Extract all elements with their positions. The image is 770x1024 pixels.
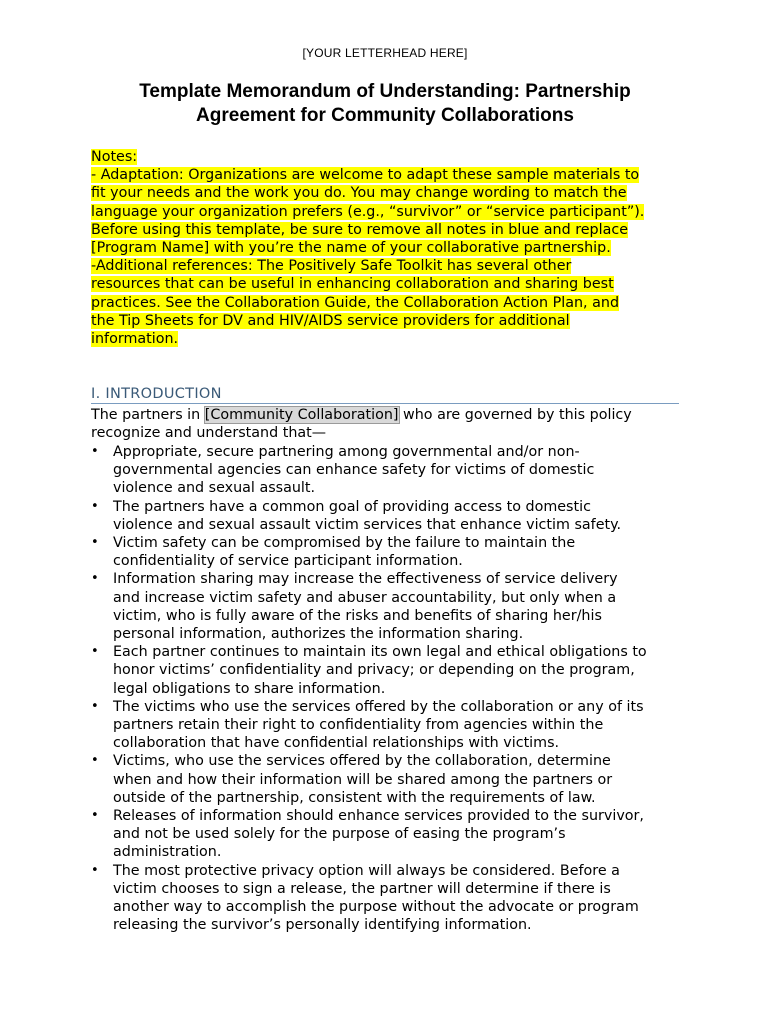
list-item-line: collaboration that have confidential relationships with victims.	[113, 735, 560, 752]
list-item-line: The most protective privacy option will always be considered. Before a	[113, 862, 620, 879]
notes-line: language your organization prefers (e.g., “survivor” or “service participant”).	[91, 203, 645, 220]
list-item-line: Victim safety can be compromised by the failure to maintain the	[113, 535, 576, 552]
bullet-icon: •	[91, 444, 99, 459]
list-item-line: Appropriate, secure partnering among governmental and/or non-	[113, 444, 580, 460]
list-item-line: Victims, who use the services offered by the collaboration, determine	[113, 753, 611, 770]
list-item-line: violence and sexual assault.	[113, 480, 316, 497]
list-item	[91, 570, 691, 643]
letterhead-placeholder: [YOUR LETTERHEAD HERE]	[302, 46, 468, 60]
bullet-icon: •	[91, 644, 99, 660]
notes-line: - Adaptation: Organizations are welcome to adapt these sample materials to	[91, 167, 640, 184]
notes-line: Before using this template, be sure to remove all notes in blue and replace	[91, 221, 629, 238]
list-item-line: governmental agencies can enhance safety for victims of domestic	[113, 462, 595, 479]
list-item-line: The victims who use the services offered by the collaboration or any of its	[113, 698, 644, 715]
list-item-line: partners retain their right to confidentiality from agencies within the	[113, 717, 604, 734]
title-line-2: Agreement for Community Collaborations	[196, 105, 574, 126]
notes-line: [Program Name] with you’re the name of your collaborative partnership.	[91, 240, 611, 257]
list-item-line: releasing the survivor’s personally identifying information.	[113, 917, 532, 934]
intro-prefix: The partners in	[91, 407, 205, 423]
list-item	[91, 643, 691, 698]
list-item-line: administration.	[113, 844, 222, 861]
list-item	[91, 698, 691, 753]
list-item-line: honor victims’ confidentiality and privacy; or depending on the program,	[113, 662, 635, 679]
notes-line: practices. See the Collaboration Guide, the Collaboration Action Plan, and	[91, 294, 620, 311]
collaboration-name-field[interactable]: [Community Collaboration]	[204, 407, 399, 423]
list-item	[91, 443, 691, 498]
notes-line: Notes:	[91, 149, 138, 165]
notes-line: -Additional references: The Positively Safe Toolkit has several other	[91, 258, 572, 275]
intro-suffix: who are governed by this policy	[398, 407, 632, 423]
list-item-line: and not be used solely for the purpose of easing the program’s	[113, 826, 566, 843]
list-item	[91, 862, 691, 935]
list-item-line: legal obligations to share information.	[113, 680, 386, 697]
title-line-1: Template Memorandum of Understanding: Partnership	[139, 81, 631, 102]
notes-line: fit your needs and the work you do. You may change wording to match the	[91, 185, 627, 202]
list-item	[91, 807, 691, 862]
list-item-line: and increase victim safety and abuser accountability, but only when a	[113, 589, 617, 606]
notes-line: resources that can be useful in enhancing collaboration and sharing best	[91, 276, 614, 293]
list-item	[91, 752, 691, 807]
bullet-icon: •	[91, 862, 99, 878]
list-item-line: another way to accomplish the purpose without the advocate or program	[113, 899, 639, 916]
intro-paragraph	[91, 406, 691, 442]
intro-line-2: recognize and understand that—	[91, 425, 327, 442]
notes-line: the Tip Sheets for DV and HIV/AIDS service providers for additional	[91, 312, 570, 329]
list-item-line: when and how their information will be shared among the partners or	[113, 771, 613, 788]
list-item-line: violence and sexual assault victim services that enhance victim safety.	[113, 516, 622, 533]
bullet-icon: •	[91, 535, 99, 551]
list-item	[91, 498, 691, 534]
bullet-icon: •	[91, 808, 99, 824]
section-heading-introduction: I. INTRODUCTION	[91, 386, 679, 404]
document-title	[100, 80, 670, 128]
list-item	[91, 534, 691, 570]
bullet-icon: •	[91, 498, 99, 514]
list-item-line: Information sharing may increase the effectiveness of service delivery	[113, 571, 618, 588]
list-item-line: outside of the partnership, consistent with the requirements of law.	[113, 789, 596, 806]
list-item-line: Releases of information should enhance services provided to the survivor,	[113, 808, 644, 825]
list-item-line: victim chooses to sign a release, the partner will determine if there is	[113, 880, 611, 897]
list-item-line: personal information, authorizes the information sharing.	[113, 626, 524, 643]
bullet-icon: •	[91, 753, 99, 769]
notes-block	[91, 148, 691, 348]
notes-line: information.	[91, 331, 179, 348]
bullet-list	[91, 443, 691, 934]
list-item-line: The partners have a common goal of providing access to domestic	[113, 498, 591, 515]
bullet-icon: •	[91, 698, 99, 714]
list-item-line: confidentiality of service participant information.	[113, 553, 463, 570]
list-item-line: victim, who is fully aware of the risks and benefits of sharing her/his	[113, 607, 602, 624]
list-item-line: Each partner continues to maintain its own legal and ethical obligations to	[113, 644, 647, 661]
bullet-icon: •	[91, 571, 99, 587]
